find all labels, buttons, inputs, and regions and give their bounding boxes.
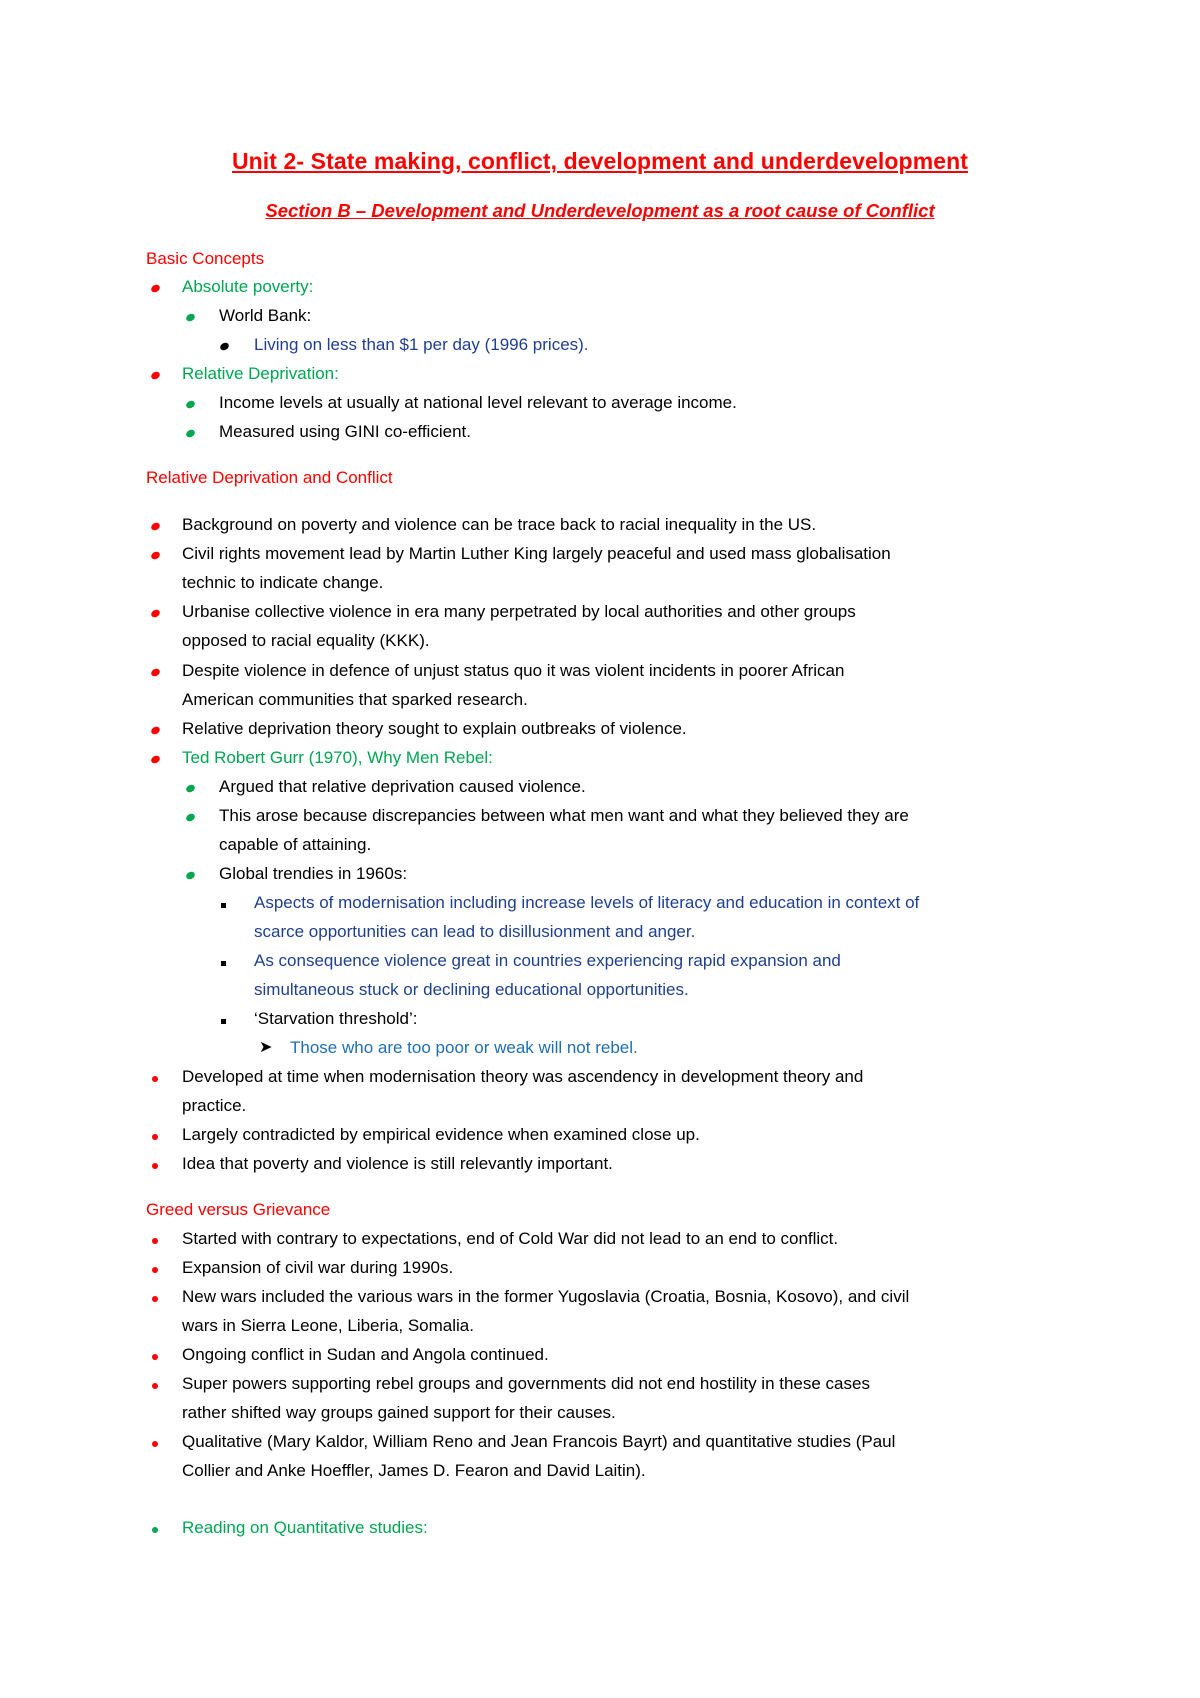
list-item-continuation: wars in Sierra Leone, Liberia, Somalia.	[182, 1316, 474, 1335]
list-item-continuation: opposed to racial equality (KKK).	[182, 631, 430, 650]
list-item: Measured using GINI co-efficient.	[219, 422, 471, 441]
bullet-icon	[152, 601, 159, 623]
list-item: Super powers supporting rebel groups and governments did not end hostility in these cases	[182, 1374, 870, 1393]
bullet-icon	[152, 718, 159, 740]
list-item: Argued that relative deprivation caused violence.	[219, 777, 586, 796]
list-item: As consequence violence great in countries experiencing rapid expansion and	[254, 951, 841, 970]
list-item: Global trendies in 1960s:	[219, 864, 408, 883]
bullet-icon	[152, 1124, 158, 1146]
bullet-icon	[152, 747, 159, 769]
bullet-icon	[152, 1517, 158, 1539]
list-item: Background on poverty and violence can be trace back to racial inequality in the US.	[182, 515, 817, 534]
list-item: Ted Robert Gurr (1970), Why Men Rebel:	[182, 748, 493, 767]
bullet-icon	[187, 392, 194, 414]
bullet-icon	[152, 363, 159, 385]
list-item: Relative deprivation theory sought to explain outbreaks of violence.	[182, 719, 687, 738]
square-bullet-icon	[221, 950, 226, 972]
list-item: Those who are too poor or weak will not rebel.	[290, 1038, 638, 1057]
list-item: Reading on Quantitative studies:	[182, 1518, 428, 1537]
bullet-icon	[152, 276, 159, 298]
list-item-continuation: practice.	[182, 1096, 247, 1115]
list-item: World Bank:	[219, 306, 312, 325]
list-item: Largely contradicted by empirical evidence when examined close up.	[182, 1125, 700, 1144]
document-subtitle: Section B – Development and Underdevelopment as a root cause of Conflict	[265, 200, 935, 221]
bullet-icon	[152, 1373, 158, 1395]
arrow-bullet-icon: ➤	[259, 1039, 273, 1056]
list-item: ‘Starvation threshold’:	[254, 1009, 418, 1028]
list-item: Income levels at usually at national level relevant to average income.	[219, 393, 737, 412]
list-item: Ongoing conflict in Sudan and Angola continued.	[182, 1345, 549, 1364]
bullet-icon	[152, 1431, 158, 1453]
heading-relative-deprivation: Relative Deprivation and Conflict	[146, 468, 393, 487]
list-item-continuation: American communities that sparked research.	[182, 690, 528, 709]
square-bullet-icon	[221, 892, 226, 914]
list-item-continuation: Collier and Anke Hoeffler, James D. Fearon and David Laitin).	[182, 1461, 646, 1480]
bullet-icon	[152, 1344, 158, 1366]
bullet-icon	[221, 334, 228, 356]
document-title: Unit 2- State making, conflict, development and underdevelopment	[231, 148, 969, 174]
square-bullet-icon	[221, 1008, 226, 1030]
bullet-icon	[187, 776, 194, 798]
list-item: Started with contrary to expectations, end of Cold War did not lead to an end to conflict.	[182, 1229, 839, 1248]
list-item-continuation: rather shifted way groups gained support for their causes.	[182, 1403, 616, 1422]
bullet-icon	[187, 863, 194, 885]
list-item-continuation: technic to indicate change.	[182, 573, 384, 592]
list-item: Relative Deprivation:	[182, 364, 339, 383]
bullet-icon	[152, 1153, 158, 1175]
bullet-icon	[152, 1228, 158, 1250]
bullet-icon	[187, 305, 194, 327]
list-item: Civil rights movement lead by Martin Luther King largely peaceful and used mass globalisation	[182, 544, 891, 563]
list-item: Despite violence in defence of unjust status quo it was violent incidents in poorer African	[182, 661, 845, 680]
list-item: Developed at time when modernisation theory was ascendency in development theory and	[182, 1067, 864, 1086]
list-item: New wars included the various wars in the former Yugoslavia (Croatia, Bosnia, Kosovo), and civil	[182, 1287, 910, 1306]
bullet-icon	[152, 514, 159, 536]
heading-greed-grievance: Greed versus Grievance	[146, 1200, 331, 1219]
list-item: Living on less than $1 per day (1996 prices).	[254, 335, 589, 354]
list-item: Absolute poverty:	[182, 277, 314, 296]
list-item: Aspects of modernisation including increase levels of literacy and education in context of	[254, 893, 920, 912]
bullet-icon	[152, 543, 159, 565]
bullet-icon	[152, 1286, 158, 1308]
list-item-continuation: scarce opportunities can lead to disillusionment and anger.	[254, 922, 696, 941]
list-item: Urbanise collective violence in era many perpetrated by local authorities and other groups	[182, 602, 856, 621]
list-item: Idea that poverty and violence is still relevantly important.	[182, 1154, 613, 1173]
list-item-continuation: capable of attaining.	[219, 835, 372, 854]
bullet-icon	[187, 421, 194, 443]
bullet-icon	[152, 1066, 158, 1088]
list-item: Expansion of civil war during 1990s.	[182, 1258, 454, 1277]
bullet-icon	[187, 805, 194, 827]
bullet-icon	[152, 1257, 158, 1279]
heading-basic-concepts: Basic Concepts	[146, 249, 265, 268]
list-item: Qualitative (Mary Kaldor, William Reno and Jean Francois Bayrt) and quantitative studies (Paul	[182, 1432, 896, 1451]
bullet-icon	[152, 660, 159, 682]
list-item-continuation: simultaneous stuck or declining educational opportunities.	[254, 980, 689, 999]
list-item: This arose because discrepancies between what men want and what they believed they are	[219, 806, 909, 825]
